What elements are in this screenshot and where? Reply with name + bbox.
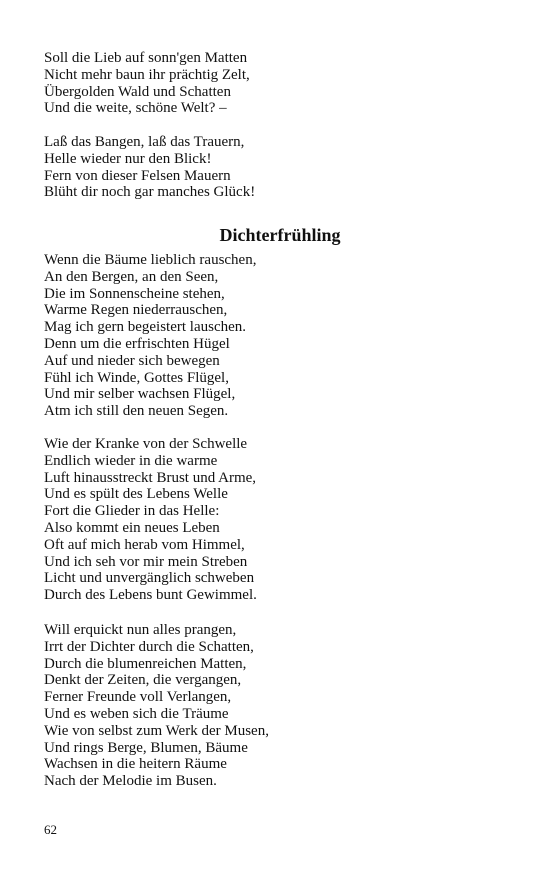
verse-line: Wie der Kranke von der Schwelle: [44, 436, 248, 452]
verse-line: Und es weben sich die Träume: [44, 705, 229, 722]
verse-line: Helle wieder nur den Blick!: [44, 150, 212, 167]
verse-line: Fort die Glieder in das Helle:: [44, 503, 220, 520]
verse-line: Will erquickt nun alles prangen,: [44, 622, 237, 638]
verse-line: Durch die blumenreichen Matten,: [44, 655, 247, 672]
verse-line: Denn um die erfrischten Hügel: [44, 335, 230, 352]
verse-line: Licht und unvergänglich schweben: [44, 570, 255, 587]
page-number: 62: [44, 822, 57, 837]
verse-line: Blüht dir noch gar manches Glück!: [44, 184, 256, 201]
verse-line: An den Bergen, an den Seen,: [44, 268, 219, 285]
poem-stanza-3: [44, 622, 514, 790]
verse-line: Und es spült des Lebens Welle: [44, 486, 228, 503]
verse-line: Wachsen in die heitern Räume: [44, 756, 227, 773]
verse-line: Die im Sonnenscheine stehen,: [44, 285, 225, 302]
verse-line: Luft hinausstreckt Brust und Arme,: [44, 469, 257, 486]
verse-line: Laß das Bangen, laß das Trauern,: [44, 134, 245, 150]
verse-line: Nicht mehr baun ihr prächtig Zelt,: [44, 66, 250, 83]
poem-title: Dichterfrühling: [219, 225, 341, 245]
verse-line: Fühl ich Winde, Gottes Flügel,: [44, 369, 229, 386]
stanza-previous-poem-1: [44, 50, 514, 117]
verse-line: Und ich seh vor mir mein Streben: [44, 553, 248, 570]
verse-line: Endlich wieder in die warme: [44, 452, 218, 469]
verse-line: Warme Regen niederrauschen,: [44, 302, 228, 319]
verse-line: Mag ich gern begeistert lauschen.: [44, 319, 247, 336]
poem-stanza-1: [44, 252, 514, 420]
stanza-previous-poem-2: [44, 134, 514, 201]
verse-line: Übergolden Wald und Schatten: [44, 83, 231, 100]
verse-line: Atm ich still den neuen Segen.: [44, 403, 229, 420]
verse-line: Oft auf mich herab vom Himmel,: [44, 536, 245, 553]
verse-line: Wenn die Bäume lieblich rauschen,: [44, 252, 257, 268]
verse-line: Fern von dieser Felsen Mauern: [44, 167, 231, 184]
verse-line: Ferner Freunde voll Verlangen,: [44, 689, 232, 706]
verse-line: Irrt der Dichter durch die Schatten,: [44, 638, 254, 655]
verse-line: Denkt der Zeiten, die vergangen,: [44, 672, 242, 689]
verse-line: Nach der Melodie im Busen.: [44, 773, 217, 790]
verse-line: Also kommt ein neues Leben: [44, 519, 220, 536]
verse-line: Wie von selbst zum Werk der Musen,: [44, 722, 269, 739]
verse-line: Und mir selber wachsen Flügel,: [44, 386, 236, 403]
verse-line: Soll die Lieb auf sonn'gen Matten: [44, 50, 248, 66]
poem-stanza-2: [44, 436, 514, 604]
verse-line: Und rings Berge, Blumen, Bäume: [44, 739, 248, 756]
verse-line: Und die weite, schöne Welt? –: [44, 100, 227, 117]
verse-line: Auf und nieder sich bewegen: [44, 352, 220, 369]
verse-line: Durch des Lebens bunt Gewimmel.: [44, 587, 257, 604]
